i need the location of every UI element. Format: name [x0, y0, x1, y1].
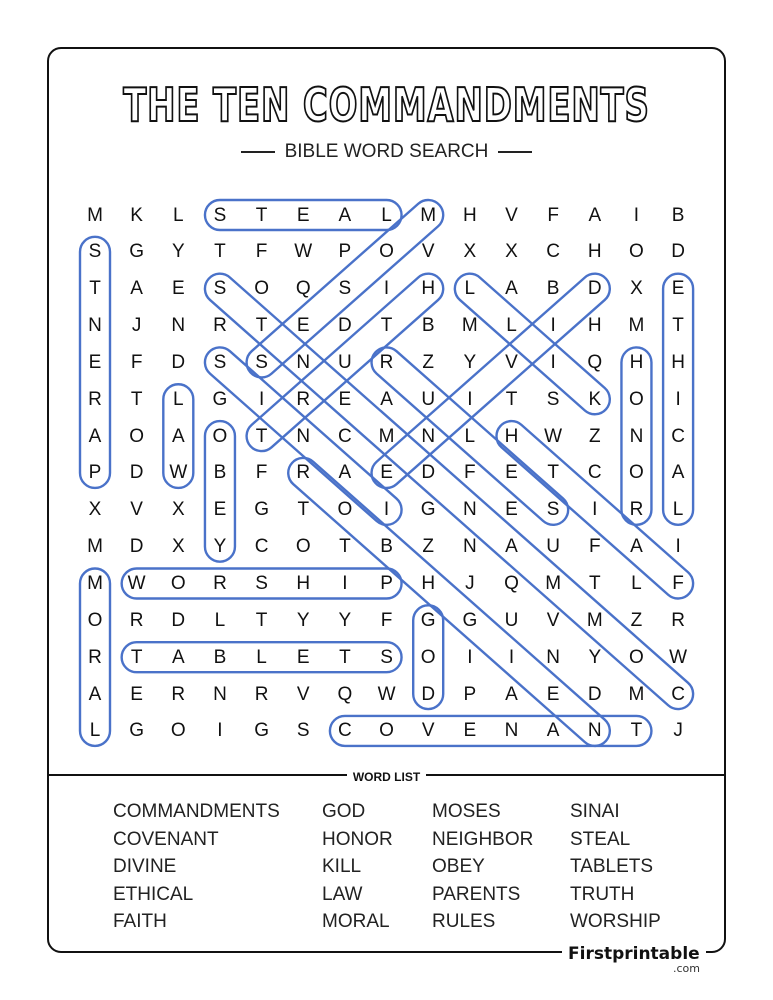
grid-cell[interactable]: W — [169, 462, 188, 484]
grid-cell[interactable]: W — [127, 573, 146, 594]
grid-cell[interactable]: T — [505, 388, 518, 410]
grid-cell[interactable]: A — [671, 462, 685, 484]
grid-cell[interactable]: A — [546, 720, 560, 742]
grid-cell[interactable]: W — [294, 241, 313, 263]
grid-cell[interactable]: M — [628, 315, 645, 337]
grid-cell[interactable]: L — [464, 425, 476, 447]
grid-cell[interactable]: F — [380, 609, 393, 631]
grid-cell[interactable]: T — [380, 315, 393, 337]
grid-cell[interactable]: S — [255, 573, 268, 594]
grid-cell[interactable]: U — [421, 388, 436, 410]
grid-cell[interactable]: T — [588, 573, 601, 594]
word-column-3 — [432, 798, 533, 936]
grid-cell[interactable]: Z — [422, 351, 434, 373]
grid-cell[interactable]: D — [338, 315, 352, 337]
grid-cell[interactable]: H — [587, 315, 602, 337]
grid-cell[interactable]: N — [296, 351, 311, 373]
grid-cell[interactable]: I — [508, 646, 515, 668]
grid-cell[interactable]: G — [254, 499, 269, 521]
grid-cell[interactable]: N — [462, 499, 477, 521]
word-item: FAITH — [113, 911, 167, 932]
grid-cell[interactable]: Y — [338, 609, 352, 631]
grid-cell[interactable]: A — [171, 646, 185, 668]
grid-cell[interactable]: N — [629, 425, 644, 447]
grid-cell[interactable]: R — [213, 315, 227, 337]
grid-cell[interactable]: V — [296, 683, 310, 705]
grid-cell[interactable]: L — [506, 315, 517, 337]
grid-cell[interactable]: T — [255, 609, 268, 631]
grid-cell[interactable]: D — [129, 462, 144, 484]
grid-cell[interactable]: G — [129, 720, 145, 742]
grid-cell[interactable]: G — [129, 241, 145, 263]
grid-cell[interactable]: G — [462, 609, 478, 631]
word-item: COVENANT — [113, 828, 219, 850]
grid-cell[interactable]: S — [213, 351, 227, 373]
grid-cell[interactable]: G — [420, 609, 436, 631]
grid-cell[interactable]: E — [671, 278, 685, 300]
grid-cell[interactable]: X — [505, 241, 518, 263]
word-item: NEIGHBOR — [432, 828, 534, 850]
grid-cell[interactable]: M — [628, 683, 645, 705]
grid-cell[interactable]: O — [379, 720, 394, 742]
grid-cell[interactable]: M — [378, 425, 395, 447]
grid-cell[interactable]: N — [462, 536, 477, 558]
grid-cell[interactable]: L — [381, 204, 392, 226]
grid-cell[interactable]: M — [87, 204, 103, 226]
grid-cell[interactable]: H — [296, 573, 311, 594]
grid-cell[interactable]: H — [504, 425, 519, 447]
grid-cell[interactable]: D — [421, 683, 436, 705]
grid-cell[interactable]: W — [377, 683, 396, 705]
grid-cell[interactable]: C — [254, 536, 269, 558]
grid-cell[interactable]: S — [296, 720, 310, 742]
grid-cell[interactable]: N — [171, 315, 186, 337]
word-item: LAW — [322, 883, 363, 905]
grid-cell[interactable]: H — [629, 351, 644, 373]
grid-cell[interactable]: K — [130, 204, 143, 226]
grid-cell[interactable]: F — [547, 204, 559, 226]
word-item: RULES — [432, 911, 496, 932]
grid-cell[interactable]: V — [130, 499, 143, 521]
grid-cell[interactable]: M — [545, 573, 562, 594]
grid-cell[interactable]: A — [338, 462, 352, 484]
grid-cell[interactable]: R — [629, 499, 644, 521]
grid-cell[interactable]: N — [587, 720, 602, 742]
grid-cell[interactable]: E — [88, 351, 102, 373]
grid-cell[interactable]: E — [505, 499, 518, 521]
grid-cell[interactable]: I — [217, 720, 223, 742]
grid-cell[interactable]: Y — [463, 351, 477, 373]
grid-cell[interactable]: L — [173, 204, 184, 226]
grid-cell[interactable]: M — [87, 536, 103, 558]
grid-cell[interactable]: O — [629, 388, 644, 410]
grid-cell[interactable]: E — [296, 315, 310, 337]
grid-cell[interactable]: T — [89, 278, 101, 300]
grid-cell[interactable]: O — [129, 425, 145, 447]
word-item: WORSHIP — [570, 911, 661, 932]
word-column-4 — [570, 798, 661, 936]
grid-cell[interactable]: E — [505, 462, 518, 484]
grid-cell[interactable]: Z — [422, 536, 434, 558]
grid-cell[interactable]: I — [383, 499, 390, 521]
grid-cell[interactable]: R — [254, 683, 269, 705]
grid-cell[interactable]: S — [546, 499, 560, 521]
grid-cell[interactable]: A — [88, 425, 102, 447]
word-item: HONOR — [322, 828, 393, 850]
grid-cell[interactable]: J — [673, 720, 683, 742]
grid-cell[interactable]: A — [380, 388, 393, 410]
grid-cell[interactable]: V — [421, 241, 435, 263]
grid-cell[interactable]: S — [380, 646, 393, 668]
grid-cell[interactable]: F — [130, 351, 143, 373]
grid-cell[interactable]: D — [671, 241, 685, 263]
grid-cell[interactable]: L — [214, 609, 226, 631]
grid-cell[interactable]: M — [420, 204, 437, 226]
grid-cell[interactable]: B — [213, 462, 227, 484]
grid-cell[interactable]: A — [338, 204, 352, 226]
grid-cell[interactable]: R — [213, 573, 227, 594]
grid-cell[interactable]: S — [213, 204, 227, 226]
grid-cell[interactable]: I — [383, 278, 390, 300]
grid-cell[interactable]: X — [463, 241, 477, 263]
grid-cell[interactable]: A — [588, 204, 602, 226]
grid-cell[interactable]: O — [295, 536, 311, 558]
word-item: STEAL — [570, 828, 631, 850]
grid-cell[interactable]: T — [630, 720, 643, 742]
grid-cell[interactable]: C — [546, 241, 560, 263]
word-item: KILL — [322, 856, 362, 877]
grid-cell[interactable]: H — [421, 278, 436, 300]
grid-cell[interactable]: D — [129, 536, 144, 558]
grid-cell[interactable]: P — [338, 241, 352, 263]
grid-cell[interactable]: Q — [337, 683, 353, 705]
grid-cell[interactable]: B — [213, 646, 227, 668]
grid-cell[interactable]: C — [587, 462, 602, 484]
word-column-1 — [113, 798, 280, 936]
grid-cell[interactable]: N — [296, 425, 311, 447]
grid-cell[interactable]: W — [544, 425, 563, 447]
grid-cell[interactable]: Z — [630, 609, 643, 631]
grid-cell[interactable]: V — [505, 351, 518, 373]
grid-cell[interactable]: J — [465, 573, 475, 594]
grid-cell[interactable]: Q — [295, 278, 311, 300]
word-item: PARENTS — [432, 883, 521, 905]
grid-cell[interactable]: A — [171, 425, 185, 447]
grid-cell[interactable]: T — [130, 646, 143, 668]
grid-cell[interactable]: R — [171, 683, 186, 705]
grid-cell[interactable]: L — [672, 499, 684, 521]
grid-cell[interactable]: M — [461, 315, 478, 337]
grid-cell[interactable]: B — [671, 204, 685, 226]
page-title: THE TEN COMMANDMENTS — [123, 78, 650, 132]
grid-cell[interactable]: I — [592, 499, 598, 521]
grid-cell[interactable]: L — [631, 573, 642, 594]
grid-cell[interactable]: T — [339, 536, 351, 558]
grid-cell[interactable]: T — [255, 204, 268, 226]
grid-cell[interactable]: O — [379, 241, 394, 263]
grid-cell[interactable]: K — [588, 388, 602, 410]
grid-cell[interactable]: Q — [504, 573, 519, 594]
grid-cell[interactable]: A — [505, 683, 518, 705]
grid-cell[interactable]: O — [629, 646, 644, 668]
grid-cell[interactable]: E — [213, 499, 227, 521]
grid-cell[interactable]: B — [421, 315, 435, 337]
grid-cell[interactable]: E — [171, 278, 185, 300]
grid-cell[interactable]: T — [255, 425, 268, 447]
grid-cell[interactable]: A — [505, 278, 518, 300]
grid-cell[interactable]: C — [338, 720, 352, 742]
grid-cell[interactable]: R — [88, 388, 102, 410]
grid-cell[interactable]: O — [629, 462, 644, 484]
grid-cell[interactable]: F — [672, 573, 684, 594]
grid-cell[interactable]: G — [254, 720, 269, 742]
grid-cell[interactable]: E — [338, 388, 352, 410]
grid-cell[interactable]: A — [630, 536, 643, 558]
grid-cell[interactable]: C — [671, 683, 685, 705]
grid-cell[interactable]: O — [629, 241, 644, 263]
word-item: ETHICAL — [113, 883, 194, 905]
grid-cell[interactable]: E — [546, 683, 560, 705]
grid-cell[interactable]: L — [89, 720, 101, 742]
word-item: TRUTH — [570, 883, 635, 905]
grid-cell[interactable]: A — [130, 278, 143, 300]
word-item: TABLETS — [570, 856, 654, 877]
grid-cell[interactable]: G — [212, 388, 228, 410]
grid-cell[interactable]: H — [671, 351, 685, 373]
grid-cell[interactable]: D — [587, 683, 602, 705]
grid-cell[interactable]: V — [505, 204, 518, 226]
grid-cell[interactable]: N — [546, 646, 560, 668]
grid-cell[interactable]: O — [337, 499, 353, 521]
grid-cell[interactable]: R — [88, 646, 102, 668]
grid-cell[interactable]: I — [467, 646, 473, 668]
grid-cell[interactable]: O — [254, 278, 269, 300]
grid-cell[interactable]: R — [379, 351, 394, 373]
grid-cell[interactable]: O — [212, 425, 228, 447]
grid-cell[interactable]: R — [671, 609, 685, 631]
grid-cell[interactable]: I — [633, 204, 640, 226]
grid-cell[interactable]: V — [421, 720, 435, 742]
grid-cell[interactable]: R — [129, 609, 144, 631]
grid-cell[interactable]: S — [255, 351, 268, 373]
grid-cell[interactable]: U — [546, 536, 560, 558]
brand-logo: Firstprintable — [562, 944, 706, 964]
word-item: MOSES — [432, 801, 501, 822]
grid-cell[interactable]: E — [296, 646, 310, 668]
grid-cell[interactable]: E — [380, 462, 393, 484]
subtitle-text: BIBLE WORD SEARCH — [284, 141, 489, 162]
grid-cell[interactable]: B — [380, 536, 393, 558]
grid-cell[interactable]: N — [213, 683, 227, 705]
grid-cell[interactable]: J — [131, 315, 142, 337]
grid-cell[interactable]: I — [675, 536, 681, 558]
grid-cell[interactable]: X — [171, 536, 185, 558]
grid-cell[interactable]: W — [669, 646, 688, 668]
grid-cell[interactable]: F — [255, 462, 268, 484]
grid-cell[interactable]: I — [467, 388, 473, 410]
grid-cell[interactable]: D — [421, 462, 436, 484]
grid-cell[interactable]: F — [255, 241, 268, 263]
word-item: GOD — [322, 801, 366, 822]
grid-cell[interactable]: N — [421, 425, 436, 447]
grid-cell[interactable]: P — [380, 573, 393, 594]
grid-cell[interactable]: O — [420, 646, 436, 668]
word-item: SINAI — [570, 801, 620, 822]
grid-cell[interactable]: R — [296, 462, 311, 484]
grid-cell[interactable]: A — [88, 683, 102, 705]
grid-cell[interactable]: Q — [587, 351, 603, 373]
grid-cell[interactable]: I — [342, 573, 348, 594]
grid-cell[interactable]: C — [671, 425, 685, 447]
grid-cell[interactable]: D — [587, 278, 602, 300]
grid-cell[interactable]: B — [546, 278, 560, 300]
grid-cell[interactable]: U — [504, 609, 519, 631]
grid-cell[interactable]: O — [170, 720, 186, 742]
grid-cell[interactable]: X — [630, 278, 643, 300]
grid-cell[interactable]: L — [173, 388, 184, 410]
grid-cell[interactable]: T — [672, 315, 684, 337]
grid-cell[interactable]: I — [550, 351, 556, 373]
grid-cell[interactable]: I — [550, 315, 556, 337]
grid-cell[interactable]: M — [586, 609, 603, 631]
grid-cell[interactable]: D — [171, 609, 186, 631]
grid-cell[interactable]: A — [505, 536, 518, 558]
grid-cell[interactable]: N — [504, 720, 519, 742]
grid-cell[interactable]: U — [338, 351, 352, 373]
grid-cell[interactable]: G — [420, 499, 436, 521]
grid-cell[interactable]: L — [464, 278, 476, 300]
grid-cell[interactable]: V — [546, 609, 560, 631]
grid-cell[interactable]: H — [462, 204, 477, 226]
grid-cell[interactable]: T — [547, 462, 559, 484]
grid-cell[interactable]: D — [171, 351, 186, 373]
grid-cell[interactable]: L — [256, 646, 267, 668]
grid-cell[interactable]: O — [170, 573, 186, 594]
grid-cell[interactable]: R — [296, 388, 311, 410]
grid-cell[interactable]: Y — [588, 646, 602, 668]
word-column-2 — [322, 798, 393, 936]
grid-cell[interactable]: Y — [171, 241, 185, 263]
word-item: MORAL — [322, 911, 390, 932]
grid-cell[interactable]: S — [213, 278, 227, 300]
grid-cell[interactable]: O — [87, 609, 103, 631]
brand-suffix: .com — [673, 962, 700, 975]
grid-cell[interactable]: T — [255, 315, 268, 337]
grid-cell[interactable]: H — [587, 241, 602, 263]
grid-cell[interactable]: I — [675, 388, 681, 410]
word-item: OBEY — [432, 856, 485, 877]
grid-cell[interactable]: P — [463, 683, 477, 705]
grid-cell[interactable]: I — [258, 388, 265, 410]
grid-cell[interactable]: T — [297, 499, 310, 521]
grid-cell[interactable]: S — [338, 278, 352, 300]
grid-cell[interactable]: M — [87, 573, 103, 594]
grid-cell[interactable]: E — [296, 204, 310, 226]
word-item: DIVINE — [113, 856, 177, 877]
grid-cell[interactable]: X — [88, 499, 102, 521]
grid-cell[interactable]: S — [88, 241, 102, 263]
grid-cell[interactable]: T — [339, 646, 351, 668]
word-list-label: WORD LIST — [0, 766, 773, 785]
grid-cell[interactable]: Y — [213, 536, 227, 558]
grid-cell[interactable]: H — [421, 573, 436, 594]
grid-cell[interactable]: F — [464, 462, 476, 484]
grid-cell[interactable]: S — [546, 388, 560, 410]
grid-cell[interactable]: E — [463, 720, 477, 742]
word-item: COMMANDMENTS — [113, 801, 280, 822]
grid-cell[interactable]: C — [338, 425, 352, 447]
grid-cell[interactable]: Z — [588, 425, 601, 447]
grid-cell[interactable]: T — [214, 241, 226, 263]
grid-cell[interactable]: Y — [296, 609, 310, 631]
grid-cell[interactable]: F — [588, 536, 601, 558]
grid-cell[interactable]: N — [88, 315, 102, 337]
grid-cell[interactable]: P — [88, 462, 102, 484]
grid-cell[interactable]: T — [130, 388, 143, 410]
grid-cell[interactable]: X — [171, 499, 185, 521]
grid-cell[interactable]: E — [130, 683, 143, 705]
